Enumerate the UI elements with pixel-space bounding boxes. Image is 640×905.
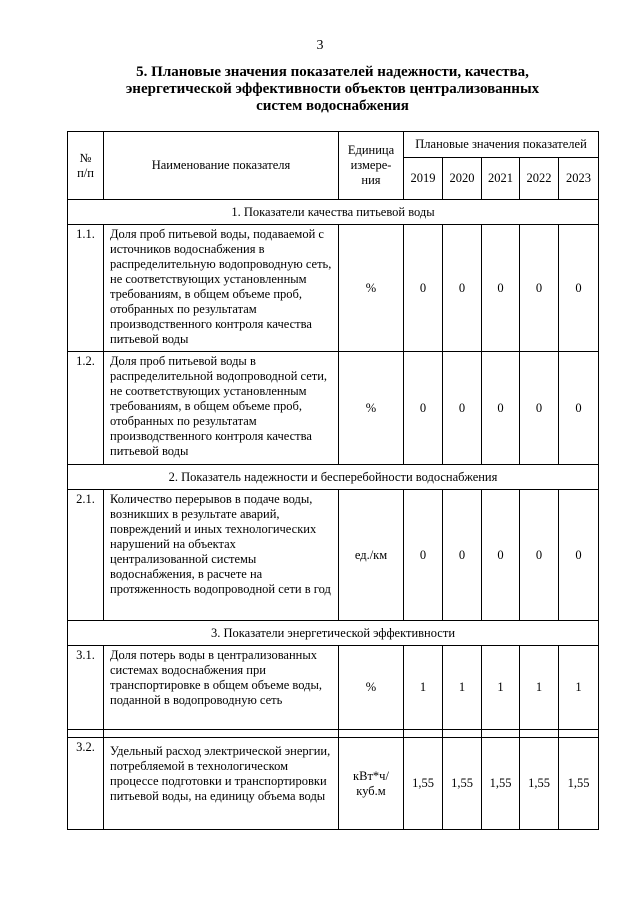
header-year: 2021 (482, 158, 520, 200)
header-planned-values: Плановые значения показателей (404, 132, 599, 158)
row-number: 1.2. (68, 352, 104, 465)
group-row (68, 621, 599, 646)
value-cell: 1,55 (520, 738, 559, 830)
header-year: 2019 (404, 158, 443, 200)
header-year: 2023 (559, 158, 599, 200)
value-cell: 0 (520, 490, 559, 621)
indicator-name: Доля проб питьевой воды, подаваемой с источников водоснабжения в распределительную водопроводную сеть, не соответствующих установленным требованиям, в общем объеме проб, отобранных по результатам производственного контроля качества питьевой воды (104, 225, 339, 352)
indicator-name: Количество перерывов в подаче воды, возникших в результате аварий, повреждений и иных технологических нарушений на объектах централизованной системы водоснабжения, в расчете на протяженность водопроводной сети в год (104, 490, 339, 621)
value-cell: 1,55 (404, 738, 443, 830)
table-row (68, 490, 599, 621)
value-cell: 1 (520, 646, 559, 730)
value-cell: 0 (443, 490, 482, 621)
table-row (68, 738, 599, 830)
table-row (68, 352, 599, 465)
indicators-table (67, 131, 599, 830)
spacer-row (68, 730, 599, 738)
table-row (68, 225, 599, 352)
section-title (60, 64, 605, 115)
section-title-line: систем водоснабжения (256, 98, 409, 114)
section-title-line: энергетической эффективности объектов централизованных (125, 81, 540, 97)
group-title: 3. Показатели энергетической эффективности (68, 621, 599, 646)
value-cell: 0 (482, 352, 520, 465)
value-cell: 0 (559, 490, 599, 621)
header-number: № п/п (68, 132, 104, 200)
value-cell: 0 (559, 225, 599, 352)
header-year: 2020 (443, 158, 482, 200)
value-cell: 0 (482, 225, 520, 352)
value-cell: 1,55 (559, 738, 599, 830)
value-cell: 1,55 (482, 738, 520, 830)
section-title-line: 5. Плановые значения показателей надежности, качества, (136, 64, 529, 80)
row-number: 1.1. (68, 225, 104, 352)
value-cell: 0 (482, 490, 520, 621)
indicator-unit: % (339, 225, 404, 352)
row-number: 3.2. (68, 738, 104, 830)
indicator-unit: % (339, 352, 404, 465)
indicator-name: Удельный расход электрической энергии, потребляемой в технологическом процессе подготовки и транспортировки питьевой воды, на единицу объема воды (104, 738, 339, 830)
table-row (68, 646, 599, 730)
page-number: 3 (316, 38, 324, 53)
group-row (68, 465, 599, 490)
value-cell: 0 (559, 352, 599, 465)
value-cell: 1 (404, 646, 443, 730)
group-title: 1. Показатели качества питьевой воды (68, 200, 599, 225)
value-cell: 0 (443, 352, 482, 465)
value-cell: 0 (520, 352, 559, 465)
row-number: 3.1. (68, 646, 104, 730)
value-cell: 0 (404, 352, 443, 465)
value-cell: 1 (482, 646, 520, 730)
indicator-name: Доля потерь воды в централизованных системах водоснабжения при транспортировке в общем объеме воды, поданной в водопроводную сеть (104, 646, 339, 730)
row-number: 2.1. (68, 490, 104, 621)
value-cell: 1 (559, 646, 599, 730)
value-cell: 0 (404, 225, 443, 352)
value-cell: 0 (404, 490, 443, 621)
group-row (68, 200, 599, 225)
indicator-unit: ед./км (339, 490, 404, 621)
header-unit: Единица измере-ния (339, 132, 404, 200)
header-name: Наименование показателя (104, 132, 339, 200)
value-cell: 0 (520, 225, 559, 352)
indicator-name: Доля проб питьевой воды в распределительной водопроводной сети, не соответствующих установленным требованиям, в общем объеме проб, отобранных по результатам производственного контроля качества питьевой воды (104, 352, 339, 465)
value-cell: 1,55 (443, 738, 482, 830)
value-cell: 0 (443, 225, 482, 352)
value-cell: 1 (443, 646, 482, 730)
indicator-unit: % (339, 646, 404, 730)
indicator-unit: кВт*ч/ куб.м (339, 738, 404, 830)
header-year: 2022 (520, 158, 559, 200)
group-title: 2. Показатель надежности и бесперебойности водоснабжения (68, 465, 599, 490)
